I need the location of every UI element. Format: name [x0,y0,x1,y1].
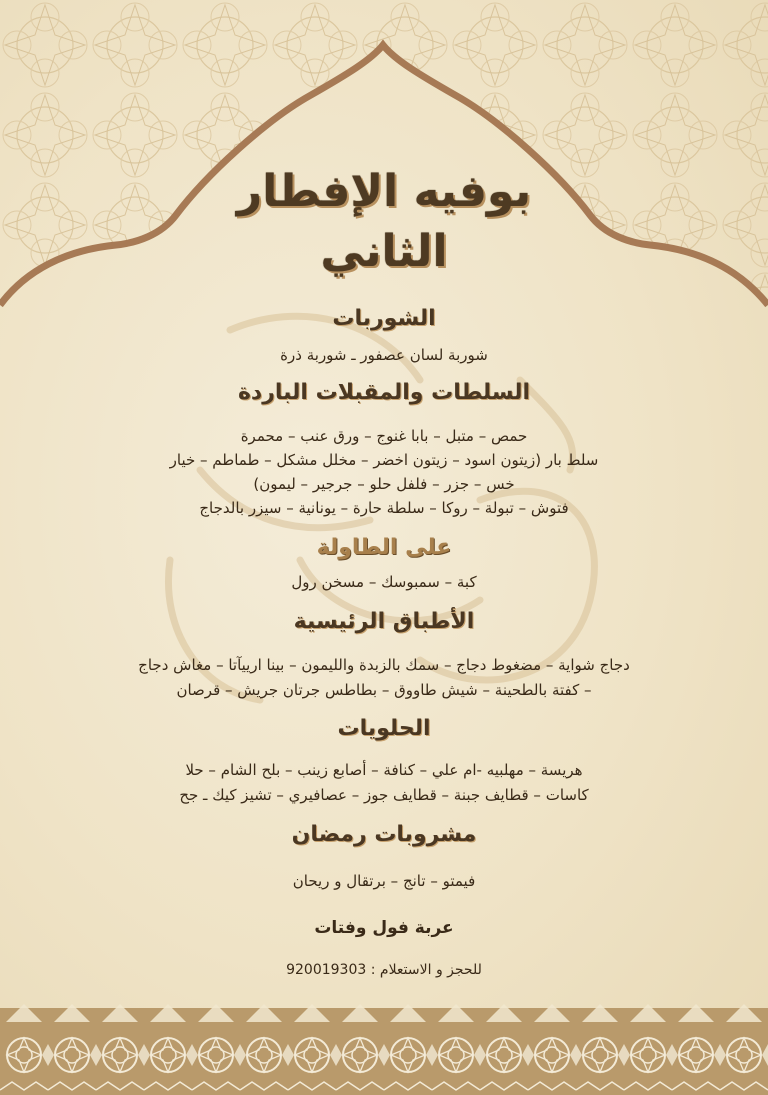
salads-line-2: سلط بار (زيتون اسود – زيتون اخضر – مخلل مشكل – طماطم – خيار [169,451,599,469]
soups-line: شوربة لسان عصفور ـ شوربة ذرة [280,346,488,364]
section-heading-desserts: الحلويات [337,716,431,741]
footer-cart-name: عربة فول وفتات [314,918,454,938]
desserts-line-1: هريسة – مهلبيه -ام علي – كنافة – أصابع زينب – بلح الشام – حلا [185,761,583,779]
contact-info [60,962,708,978]
section-heading-mains: الأطباق الرئيسية [293,609,475,634]
desserts-line-2: كاسات – قطايف جبنة – قطايف جوز – عصافيري – تشيز كيك ـ جح [179,786,589,804]
table-line: كبة – سمبوسك – مسخن رول [291,573,477,591]
section-heading-drinks: مشروبات رمضان [291,822,477,847]
phone-number[interactable]: 920019303 [286,962,367,978]
section-heading-table: على الطاولة [316,535,452,560]
ornamental-border-band [0,1000,768,1095]
salads-line-4: فتوش – تبولة – روكا – سلطة حارة – يونانية – سيزر بالدجاج [199,499,569,517]
menu-title-line1: بوفيه الإفطار [236,166,532,217]
contact-label: للحجز و الاستعلام : [370,962,482,978]
menu-title-line2: الثاني [320,226,448,277]
section-heading-salads: السلطات والمقبلات الباردة [237,380,531,405]
drinks-line: فيمتو – تانج – برتقال و ريحان [292,872,476,890]
salads-line-3: خس – جزر – فلفل حلو – جرجير – ليمون) [253,475,515,493]
salads-line-1: حمص – متبل – بابا غنوج – ورق عنب – محمرة [240,427,528,445]
section-heading-soups: الشوربات [332,306,436,331]
mains-line-2: – كفتة بالطحينة – شيش طاووق – بطاطس جرتان جريش – قرصان [176,681,592,699]
mains-line-1: دجاج شواية – مضغوط دجاج – سمك بالزبدة والليمون – بينا ارييآتا – مغاش دجاج [138,656,630,674]
